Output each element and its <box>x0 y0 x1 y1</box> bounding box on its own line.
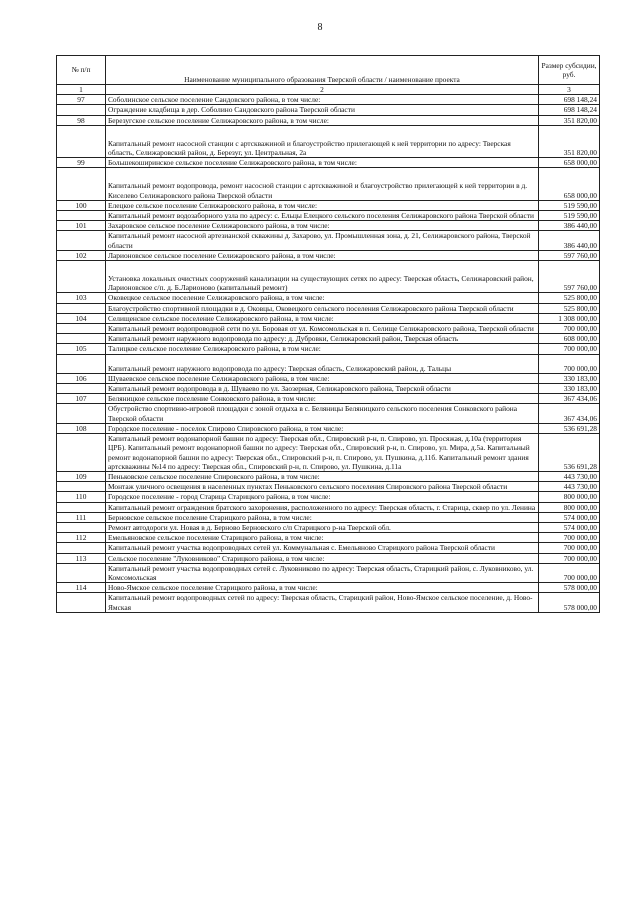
row-num <box>57 563 106 582</box>
row-name: Капитальный ремонт участка водопроводных сетей с. Луковниково по адресу: Тверская область, Старицкий район, с. Луковниково, ул. Комсомольская <box>106 563 539 582</box>
table-row <box>57 221 600 231</box>
row-name: Талицкое сельское поселение Селижаровского района, в том числе: <box>106 344 539 354</box>
table-row <box>57 250 600 260</box>
row-sum: 700 000,00 <box>539 354 600 373</box>
row-num <box>57 522 106 532</box>
row-name: Капитальный ремонт участка водопроводных сетей ул. Коммунальная с. Емельяново Старицкого района Тверской области <box>106 543 539 553</box>
row-num: 114 <box>57 583 106 593</box>
row-num <box>57 231 106 250</box>
table-row <box>57 394 600 404</box>
row-num: 108 <box>57 423 106 433</box>
table-row <box>57 423 600 433</box>
table-row <box>57 303 600 313</box>
row-name: Берновское сельское поселение Старицкого района, в том числе: <box>106 512 539 522</box>
table-row <box>57 105 600 115</box>
row-name: Капитальный ремонт ограждения братского захоронения, расположенного по адресу: Тверская область, г. Старица, сквер по ул. Ленина <box>106 502 539 512</box>
row-num <box>57 404 106 423</box>
table-row <box>57 522 600 532</box>
row-num: 112 <box>57 533 106 543</box>
row-name: Капитальный ремонт водопровода, ремонт насосной станции с артскважиной и благоустройство прилегающей к ней территории в д. Киселево Селижаровского района Тверской области <box>106 168 539 200</box>
column-index: 3 <box>539 85 600 95</box>
table-row <box>57 313 600 323</box>
row-sum: 698 148,24 <box>539 95 600 105</box>
table-row <box>57 482 600 492</box>
table-row <box>57 293 600 303</box>
row-name: Благоустройство спортивной площадки в д. Оковцы, Оковецкого сельского поселения Селижаровского района Тверской области <box>106 303 539 313</box>
row-sum: 443 730,00 <box>539 482 600 492</box>
row-sum: 800 000,00 <box>539 492 600 502</box>
table-row <box>57 211 600 221</box>
table-row <box>57 512 600 522</box>
row-sum: 525 800,00 <box>539 303 600 313</box>
row-name: Капитальный ремонт водозаборного узла по адресу: с. Ельцы Елецкого сельского поселения Селижаровского района Тверской области <box>106 211 539 221</box>
column-index: 2 <box>106 85 539 95</box>
table-row <box>57 125 600 157</box>
table-row <box>57 200 600 210</box>
row-sum: 700 000,00 <box>539 533 600 543</box>
row-sum: 574 000,00 <box>539 522 600 532</box>
table-row <box>57 334 600 344</box>
row-sum: 574 000,00 <box>539 512 600 522</box>
row-num <box>57 303 106 313</box>
row-name: Ремонт автодороги ул. Новая в д. Берново Берновского с/п Старицкого р-на Тверской обл. <box>106 522 539 532</box>
table-row <box>57 354 600 373</box>
row-sum: 578 000,00 <box>539 593 600 612</box>
row-sum: 658 000,00 <box>539 168 600 200</box>
row-sum: 608 000,00 <box>539 334 600 344</box>
page-number: 8 <box>317 22 323 33</box>
row-sum: 351 820,00 <box>539 125 600 157</box>
subsidy-table <box>56 55 600 613</box>
row-name: Ограждение кладбища в дер. Соболино Сандовского района Тверской области <box>106 105 539 115</box>
table-row <box>57 583 600 593</box>
row-name: Беляницкое сельское поселение Сонковского района, в том числе: <box>106 394 539 404</box>
row-name: Капитальный ремонт водопровода в д. Шуваево по ул. Заозерная, Селижаровского района, Тверской области <box>106 384 539 394</box>
row-name: Капитальный ремонт водонапорной башни по адресу: Тверская обл., Спировский р-н, п. Спирово, ул. Просяжая, д.10а (территория ЦРБ). Капитальный ремонт водонапорной башни по адресу: Тверская обл., Спировский р-н, п. Спирово, ул. Мира, д.5а. Капитальный ремонт водонапорной башни по адресу: Тверская обл., Спировский р-н, п. Спирово, ул. Пушкина, д.11б. Капитальный ремонт здания артскважины №14 по адресу: Тверская обл., Спировский р-н, п. Спирово, ул. Пушкина, д.11а <box>106 434 539 472</box>
row-sum: 519 590,00 <box>539 211 600 221</box>
row-name: Пеньковское сельское поселение Спировского района, в том числе: <box>106 471 539 481</box>
row-num <box>57 168 106 200</box>
row-name: Шуваевское сельское поселение Селижаровского района, в том числе: <box>106 373 539 383</box>
row-num: 105 <box>57 344 106 354</box>
table-row <box>57 593 600 612</box>
row-num: 102 <box>57 250 106 260</box>
row-num: 103 <box>57 293 106 303</box>
row-num: 104 <box>57 313 106 323</box>
row-name: Установка локальных очистных сооружений канализации на существующих сетях по адресу: Тверская область, Селижаровский район, Ларионовское с/п. д. Б.Ларионово (капитальный ремонт) <box>106 261 539 293</box>
row-num: 98 <box>57 115 106 125</box>
row-sum: 386 440,00 <box>539 231 600 250</box>
row-num: 99 <box>57 158 106 168</box>
table-header-row <box>57 56 600 85</box>
table-body <box>57 95 600 613</box>
row-name: Соболинское сельское поселение Сандовского района, в том числе: <box>106 95 539 105</box>
row-num <box>57 384 106 394</box>
row-sum: 700 000,00 <box>539 324 600 334</box>
row-name: Капитальный ремонт насосной станции с артскважиной и благоустройство прилегающей к ней территории по адресу: Тверская область, Селижаровский район, д. Березуг, ул. Центральная, 2а <box>106 125 539 157</box>
row-num <box>57 354 106 373</box>
row-num <box>57 334 106 344</box>
row-sum: 443 730,00 <box>539 471 600 481</box>
row-num: 111 <box>57 512 106 522</box>
row-name: Елецкое сельское поселение Селижаровского района, в том числе: <box>106 200 539 210</box>
table-row <box>57 168 600 200</box>
row-sum: 330 183,00 <box>539 384 600 394</box>
row-sum: 386 440,00 <box>539 221 600 231</box>
table-row <box>57 434 600 472</box>
row-name: Оковецкое сельское поселение Селижаровского района, в том числе: <box>106 293 539 303</box>
row-sum: 700 000,00 <box>539 563 600 582</box>
row-name: Капитальный ремонт водопроводных сетей по адресу: Тверская область, Старицкий район, Ново-Ямское сельское поселение, д. Ново-Ямская <box>106 593 539 612</box>
row-name: Большекоширинское сельское поселение Селижаровского района, в том числе: <box>106 158 539 168</box>
row-num <box>57 434 106 472</box>
row-num <box>57 211 106 221</box>
row-sum: 700 000,00 <box>539 543 600 553</box>
row-name: Захаровское сельское поселение Селижаровского района, в том числе: <box>106 221 539 231</box>
row-sum: 578 000,00 <box>539 583 600 593</box>
row-sum: 330 183,00 <box>539 373 600 383</box>
table-row <box>57 373 600 383</box>
row-name: Капитальный ремонт наружного водопровода по адресу: Тверская область, Селижаровский район, д. Тальцы <box>106 354 539 373</box>
row-sum: 536 691,28 <box>539 434 600 472</box>
table-row <box>57 344 600 354</box>
table-row <box>57 563 600 582</box>
row-sum: 698 148,24 <box>539 105 600 115</box>
row-num <box>57 502 106 512</box>
row-name: Емельяновское сельское поселение Старицкого района, в том числе: <box>106 533 539 543</box>
row-name: Городское поселение - город Старица Старицкого района, в том числе: <box>106 492 539 502</box>
row-name: Ново-Ямское сельское поселение Старицкого района, в том числе: <box>106 583 539 593</box>
row-num: 101 <box>57 221 106 231</box>
row-name: Городское поселение - поселок Спирово Спировского района, в том числе: <box>106 423 539 433</box>
row-sum: 367 434,06 <box>539 394 600 404</box>
header-name: Наименование муниципального образования Тверской области / наименование проекта <box>106 56 539 85</box>
row-sum: 351 820,00 <box>539 115 600 125</box>
row-num <box>57 125 106 157</box>
table-row <box>57 533 600 543</box>
header-num: № п/п <box>57 56 106 85</box>
row-sum: 658 000,00 <box>539 158 600 168</box>
row-num <box>57 543 106 553</box>
table-row <box>57 95 600 105</box>
row-name: Березугское сельское поселение Селижаровского района, в том числе: <box>106 115 539 125</box>
row-sum: 800 000,00 <box>539 502 600 512</box>
table-row <box>57 158 600 168</box>
table-row <box>57 502 600 512</box>
table-row <box>57 231 600 250</box>
row-sum: 536 691,28 <box>539 423 600 433</box>
row-num: 107 <box>57 394 106 404</box>
row-num: 106 <box>57 373 106 383</box>
table-row <box>57 543 600 553</box>
row-sum: 1 308 000,00 <box>539 313 600 323</box>
row-num <box>57 593 106 612</box>
column-index-row <box>57 85 600 95</box>
row-name: Капитальный ремонт наружного водопровода по адресу: д. Дубровки, Селижаровский район, Тверская область <box>106 334 539 344</box>
row-num: 110 <box>57 492 106 502</box>
row-name: Монтаж уличного освещения в населенных пунктах Пеньковского сельского поселения Спировского района Тверской области <box>106 482 539 492</box>
row-sum: 519 590,00 <box>539 200 600 210</box>
row-name: Капитальный ремонт насосной артезианской скважины д. Захарово, ул. Промышленная зона, д. 21, Селижаровского района, Тверской области <box>106 231 539 250</box>
row-sum: 700 000,00 <box>539 553 600 563</box>
row-num: 97 <box>57 95 106 105</box>
header-sum: Размер субсидии, руб. <box>539 56 600 85</box>
row-name: Сельское поселение "Луковниково" Старицкого района, в том числе: <box>106 553 539 563</box>
row-sum: 597 760,00 <box>539 261 600 293</box>
row-num <box>57 482 106 492</box>
row-num: 100 <box>57 200 106 210</box>
row-name: Селищенское сельское поселение Селижаровского района, в том числе: <box>106 313 539 323</box>
row-name: Ларионовское сельское поселение Селижаровского района, в том числе: <box>106 250 539 260</box>
row-sum: 700 000,00 <box>539 344 600 354</box>
table-row <box>57 404 600 423</box>
table-row <box>57 261 600 293</box>
column-index: 1 <box>57 85 106 95</box>
row-sum: 367 434,06 <box>539 404 600 423</box>
row-num: 113 <box>57 553 106 563</box>
row-sum: 597 760,00 <box>539 250 600 260</box>
row-num <box>57 324 106 334</box>
row-name: Обустройство спортивно-игровой площадки с зоной отдыха в с. Беляницы Беляницкого сельского поселения Сонковского района Тверской области <box>106 404 539 423</box>
row-sum: 525 800,00 <box>539 293 600 303</box>
table-row <box>57 553 600 563</box>
row-num <box>57 105 106 115</box>
table-row <box>57 324 600 334</box>
table-row <box>57 471 600 481</box>
table-row <box>57 115 600 125</box>
row-num <box>57 261 106 293</box>
table-row <box>57 384 600 394</box>
table-row <box>57 492 600 502</box>
row-name: Капитальный ремонт водопроводной сети по ул. Боровая от ул. Комсомольская в п. Селище Селижаровского района, Тверской области <box>106 324 539 334</box>
row-num: 109 <box>57 471 106 481</box>
